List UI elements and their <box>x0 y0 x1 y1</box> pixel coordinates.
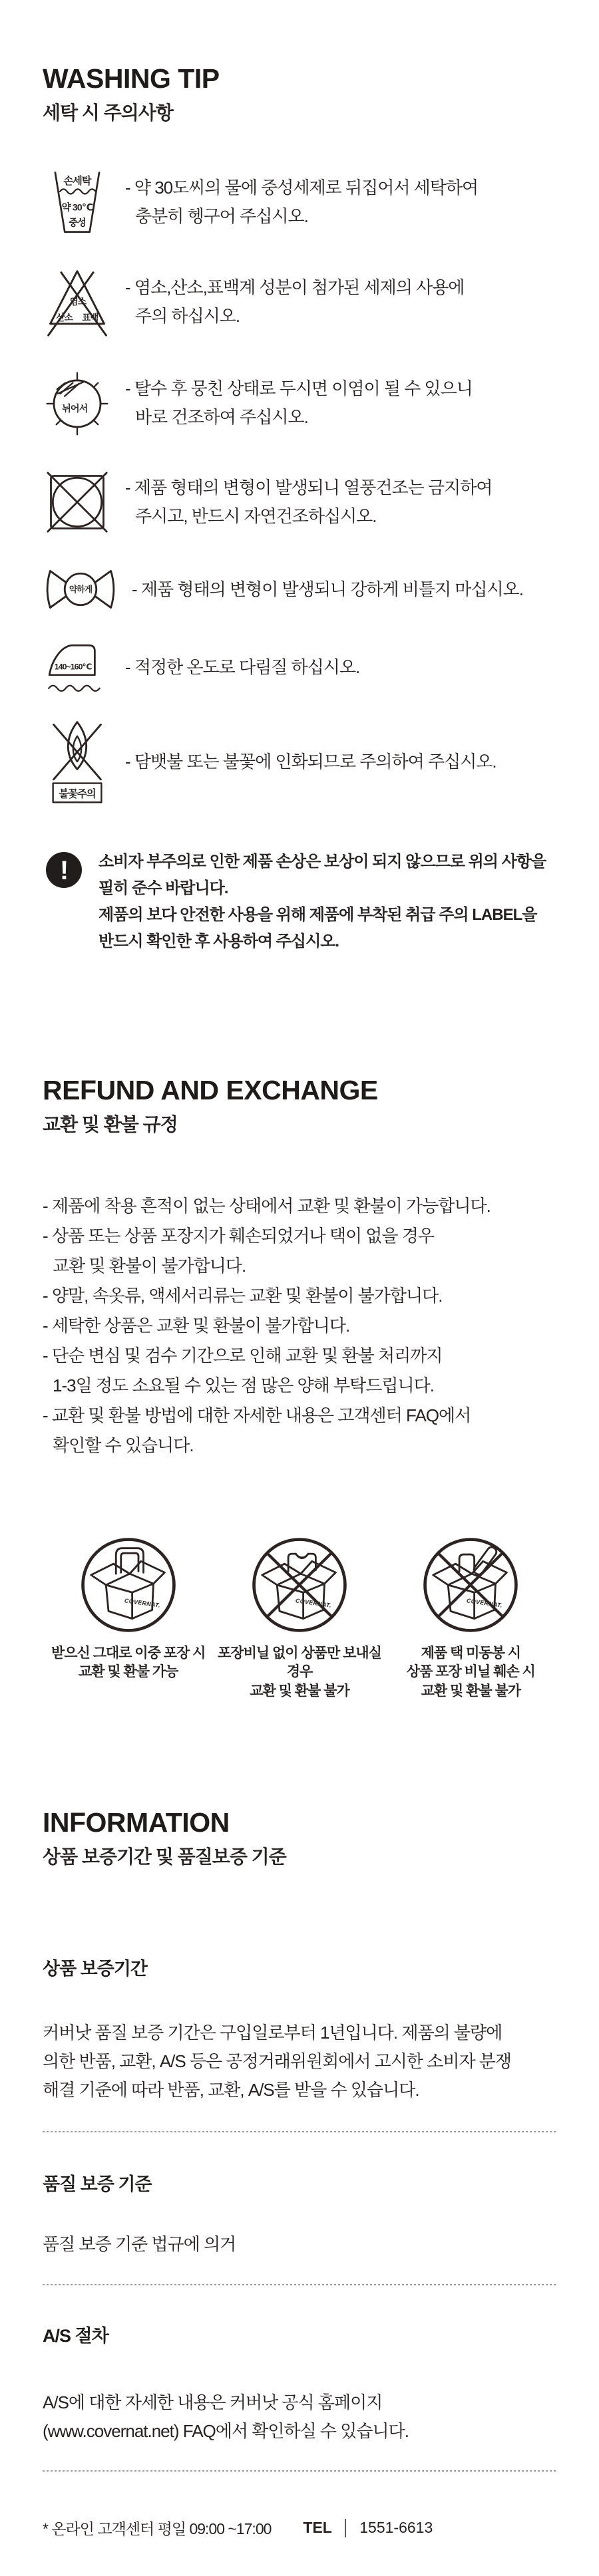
tel-separator: │ <box>341 2519 351 2537</box>
customer-service-footer <box>43 2517 556 2539</box>
care-row-no-flame <box>43 717 556 806</box>
dashed-divider <box>43 2284 556 2285</box>
badge-double-packaging <box>43 1535 214 1701</box>
washing-tip-title: WASHING TIP <box>43 63 220 94</box>
consumer-warning-text: 소비자 부주의로 인한 제품 손상은 보상이 되지 않으므로 위의 사항을 필히 준수 바랍니다. 제품의 보다 안전한 사용을 위해 제품에 부착된 취급 주의 LABEL을 반드시 확인한 후 사용하여 주십시오. <box>99 853 546 951</box>
badge-caption: 받으신 그대로 이중 포장 시 교환 및 환불 가능 <box>51 1646 206 1680</box>
wring-gently-icon <box>43 568 118 611</box>
box-without-vinyl-crossed-icon <box>250 1535 349 1635</box>
care-text-handwash: - 약 30도씨의 물에 중성세제로 뒤집어서 세탁하여 충분히 헹구어 주십시오. <box>125 178 479 226</box>
care-row-iron <box>43 637 556 697</box>
cs-hours-note: * 온라인 고객센터 평일 09:00 ~17:00 <box>43 2520 272 2538</box>
iron-temperature-icon <box>44 637 110 697</box>
dashed-divider <box>43 2470 556 2472</box>
refund-title: REFUND AND EXCHANGE <box>43 1075 378 1106</box>
svg-text:140~160℃: 140~160℃ <box>54 662 92 672</box>
care-row-no-bleach <box>43 266 556 338</box>
information-title: INFORMATION <box>43 1807 230 1838</box>
consumer-warning <box>43 849 556 955</box>
care-text-no-tumble-dry: - 제품 형태의 변형이 발생되니 열풍건조는 금지하여 주시고, 반드시 자연건조하십시오. <box>125 478 493 526</box>
refund-policy-item: - 교환 및 환불 방법에 대한 자세한 내용은 고객센터 FAQ에서 확인할 수 있습니다. <box>43 1405 471 1456</box>
svg-text:염소: 염소 <box>69 296 87 307</box>
badge-missing-tag <box>385 1535 556 1701</box>
svg-text:COVERNAT.: COVERNAT. <box>295 1597 332 1609</box>
badge-caption: 제품 택 미동봉 시 상품 포장 비닐 훼손 시 교환 및 환불 불가 <box>406 1646 535 1699</box>
care-row-no-tumble-dry <box>43 471 556 533</box>
care-row-handwash <box>43 169 556 235</box>
care-text-iron: - 적정한 온도로 다림질 하십시오. <box>125 656 360 677</box>
svg-text:COVERNAT.: COVERNAT. <box>466 1597 503 1609</box>
dry-flat-shade-icon <box>43 368 112 438</box>
dashed-divider <box>43 2131 556 2132</box>
refund-policy-item: - 양말, 속옷류, 액세서리류는 교환 및 환불이 불가합니다. <box>43 1286 443 1306</box>
refund-exchange-section <box>43 955 556 1701</box>
care-text-no-flame: - 담뱃불 또는 불꽃에 인화되므로 주의하여 주십시오. <box>125 751 497 772</box>
care-row-dry-flat <box>43 368 556 438</box>
washing-tip-subtitle: 세탁 시 주의사항 <box>43 102 173 123</box>
exclamation-warning-icon <box>45 851 83 890</box>
svg-text:손세탁: 손세탁 <box>63 176 91 188</box>
svg-text:약 30℃: 약 30℃ <box>61 202 93 214</box>
refund-policy-item: - 제품에 착용 흔적이 없는 상태에서 교환 및 환불이 가능합니다. <box>43 1196 491 1216</box>
handwash-basin-icon <box>47 169 107 235</box>
no-open-flame-icon <box>45 717 109 806</box>
no-tumble-dry-icon <box>46 471 108 533</box>
svg-text:COVERNAT.: COVERNAT. <box>124 1597 161 1609</box>
badge-no-vinyl <box>214 1535 385 1701</box>
svg-text:산소: 산소 <box>56 312 73 323</box>
tel-label: TEL <box>303 2519 332 2537</box>
as-procedure-body: A/S에 대한 자세한 내용은 커버낫 공식 홈페이지 (www.covernat.net) FAQ에서 확인하실 수 있습니다. <box>43 2392 409 2441</box>
care-text-wring-gently: - 제품 형태의 변형이 발생되니 강하게 비틀지 마십시오. <box>132 579 523 599</box>
svg-text:뉘어서: 뉘어서 <box>62 404 88 415</box>
refund-policy-item: - 상품 또는 상품 포장지가 훼손되었거나 택이 없을 경우 교환 및 환불이 불가합니다. <box>43 1226 434 1276</box>
information-section <box>43 1701 556 2539</box>
svg-text:중성: 중성 <box>69 217 86 229</box>
quality-standard-body: 품질 보증 기준 법규에 의거 <box>43 2233 236 2254</box>
svg-text:불꽃주의: 불꽃주의 <box>59 788 96 800</box>
refund-policy-list <box>43 1191 556 1461</box>
washing-tip-section <box>43 63 556 955</box>
information-subtitle: 상품 보증기간 및 품질보증 기준 <box>43 1846 286 1868</box>
box-missing-tag-crossed-icon <box>421 1535 520 1635</box>
svg-text:표백: 표백 <box>82 312 99 323</box>
refund-policy-item: - 단순 변심 및 검수 기간으로 인해 교환 및 환불 처리까지 1-3일 정도 소요될 수 있는 점 많은 양해 부탁드립니다. <box>43 1346 443 1396</box>
box-double-packed-icon <box>79 1535 178 1635</box>
quality-standard-heading: 품질 보증 기준 <box>43 2174 152 2194</box>
care-text-dry-flat: - 탈수 후 뭉친 상태로 두시면 이염이 될 수 있으니 바로 건조하여 주십시오. <box>125 378 473 427</box>
badge-caption: 포장비닐 없이 상품만 보내실 경우 교환 및 환불 불가 <box>218 1646 381 1699</box>
tel-number: 1551-6613 <box>359 2519 433 2537</box>
warranty-period-heading: 상품 보증기간 <box>43 1959 147 1979</box>
refund-policy-item: - 세탁한 상품은 교환 및 환불이 불가합니다. <box>43 1316 350 1336</box>
no-bleach-triangle-icon <box>44 266 110 338</box>
packaging-guide-badges <box>43 1535 556 1701</box>
svg-text:약하게: 약하게 <box>69 584 93 595</box>
care-row-wring-gently <box>43 568 556 611</box>
svg-text:!: ! <box>59 856 69 885</box>
as-procedure-heading: A/S 절차 <box>43 2325 108 2346</box>
refund-subtitle: 교환 및 환불 규정 <box>43 1114 178 1135</box>
warranty-period-body: 커버낫 품질 보증 기간은 구입일로부터 1년입니다. 제품의 불량에 의한 반품, 교환, A/S 등은 공정거래위원회에서 고시한 소비자 분쟁 해결 기준에 따라 반품, 교환, A/S를 받을 수 있습니다. <box>43 2023 512 2100</box>
care-text-no-bleach: - 염소,산소,표백계 성분이 첨가된 세제의 사용에 주의 하십시오. <box>125 277 465 326</box>
